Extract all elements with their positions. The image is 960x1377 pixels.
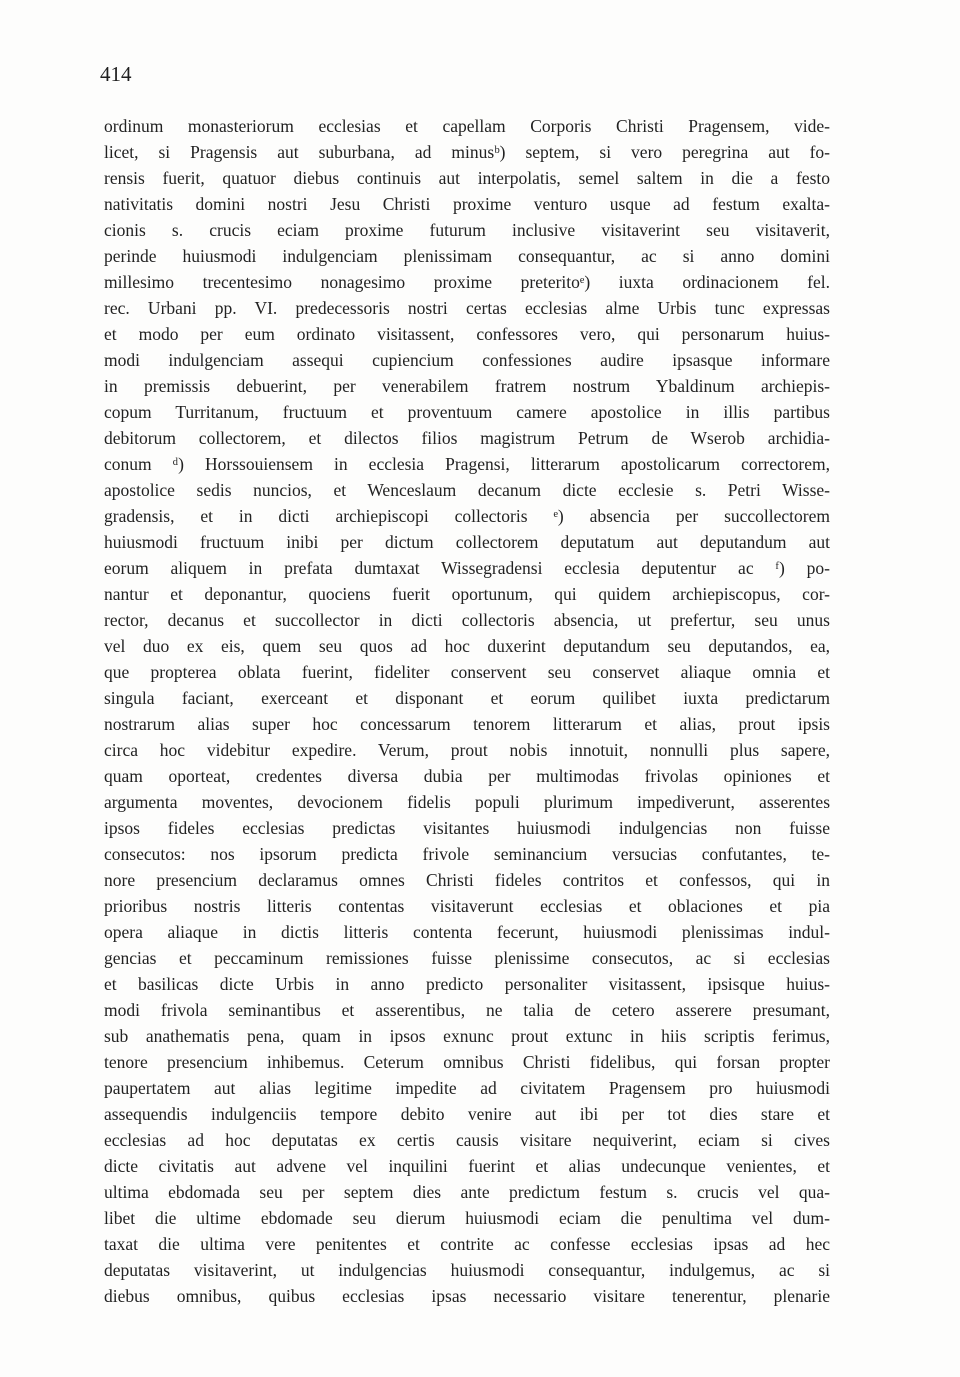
- text-line: et basilicas dicte Urbis in anno predicto personaliter visitassent, ipsisque huius-: [104, 974, 830, 994]
- text-line: licet, si Pragensis aut suburbana, ad minusᵇ) septem, si vero peregrina aut fo-: [104, 142, 830, 162]
- text-line: assequendis indulgenciis tempore debito venire aut ibi per tot dies stare et: [104, 1104, 830, 1124]
- page-number: 414: [100, 62, 132, 86]
- text-line: dicte civitatis aut advene vel inquilini fuerint et alias undecunque venientes, et: [104, 1156, 830, 1176]
- text-line: ultima ebdomada seu per septem dies ante predictum festum s. crucis vel qua-: [104, 1182, 830, 1202]
- text-line: prioribus nostris litteris contentas visitaverunt ecclesias et oblaciones et pia: [104, 896, 830, 916]
- text-line: libet die ultime ebdomade seu dierum huiusmodi eciam die penultima vel dum-: [104, 1208, 830, 1228]
- text-line: debitorum collectorem, et dilectos filios magistrum Petrum de Wserob archidia-: [104, 428, 830, 448]
- text-line: in premissis debuerint, per venerabilem fratrem nostrum Ybaldinum archiepis-: [104, 376, 830, 396]
- text-line: millesimo trecentesimo nonagesimo proxime preteritoᵉ) iuxta ordinacionem fel.: [104, 272, 830, 292]
- text-line: eorum aliquem in prefata dumtaxat Wissegradensi ecclesia deputentur ac ᶠ) po-: [104, 558, 830, 578]
- body-text: [104, 113, 830, 1309]
- text-line: nostrarum alias super hoc concessarum tenorem litterarum et alias, prout ipsis: [104, 714, 830, 734]
- text-line: tenore presencium inhibemus. Ceterum omnibus Christi fidelibus, qui forsan propter: [104, 1052, 830, 1072]
- text-line: gencias et peccaminum remissiones fuisse plenissime consecutos, ac si ecclesias: [104, 948, 830, 968]
- text-line: deputatas visitaverint, ut indulgencias huiusmodi consequantur, indulgemus, ac si: [104, 1260, 830, 1280]
- text-line: diebus omnibus, quibus ecclesias ipsas necessario visitare tenerentur, plenarie: [104, 1286, 830, 1306]
- text-line: rector, decanus et succollector in dicti collectoris absencia, ut prefertur, seu unus: [104, 610, 830, 630]
- text-line: singula faciant, exerceant et disponant et eorum quilibet iuxta predictarum: [104, 688, 830, 708]
- text-line: opera aliaque in dictis litteris contenta fecerunt, huiusmodi plenissimas indul-: [104, 922, 830, 942]
- text-line: circa hoc videbitur expedire. Verum, prout nobis innotuit, nonnulli plus sapere,: [104, 740, 830, 760]
- text-line: huiusmodi fructuum inibi per dictum collectorem deputatum aut deputandum aut: [104, 532, 830, 552]
- text-line: nantur et deponantur, quociens fuerit oportunum, qui quidem archiepiscopus, cor-: [104, 584, 830, 604]
- text-line: cionis s. crucis eciam proxime futurum inclusive visitaverint seu visitaverit,: [104, 220, 830, 240]
- text-line: quam oporteat, credentes diversa dubia per multimodas frivolas opiniones et: [104, 766, 830, 786]
- text-line: conum ᵈ) Horssouiensem in ecclesia Pragensi, litterarum apostolicarum correctorem,: [104, 454, 830, 474]
- text-line: gradensis, et in dicti archiepiscopi collectoris ᵉ) absencia per succollectorem: [104, 506, 830, 526]
- text-line: copum Turritanum, fructuum et proventuum camere apostolice in illis partibus: [104, 402, 830, 422]
- text-line: argumenta moventes, devocionem fidelis populi plurimum impediverunt, asserentes: [104, 792, 830, 812]
- text-line: rensis fuerit, quatuor diebus continuis aut interpolatis, semel saltem in die a festo: [104, 168, 830, 188]
- text-line: ecclesias ad hoc deputatas ex certis causis visitare nequiverint, eciam si cives: [104, 1130, 830, 1150]
- text-line: ordinum monasteriorum ecclesias et capellam Corporis Christi Pragensem, vide-: [104, 116, 830, 136]
- text-line: et modo per eum ordinato visitassent, confessores vero, qui personarum huius-: [104, 324, 830, 344]
- text-line: perinde huiusmodi indulgenciam plenissimam consequantur, ac si anno domini: [104, 246, 830, 266]
- text-line: nore presencium declaramus omnes Christi fideles contritos et confessos, qui in: [104, 870, 830, 890]
- text-line: apostolice sedis nuncios, et Wenceslaum decanum dicte ecclesie s. Petri Wisse-: [104, 480, 830, 500]
- text-line: consecutos: nos ipsorum predicta frivole seminancium versucias confutantes, te-: [104, 844, 830, 864]
- text-line: taxat die ultima vere penitentes et contrite ac confesse ecclesias ipsas ad hec: [104, 1234, 830, 1254]
- text-line: rec. Urbani pp. VI. predecessoris nostri certas ecclesias alme Urbis tunc expressas: [104, 298, 830, 318]
- text-line: que propterea oblata fuerint, fideliter conservent seu conservet aliaque omnia et: [104, 662, 830, 682]
- text-line: ipsos fideles ecclesias predictas visitantes huiusmodi indulgencias non fuisse: [104, 818, 830, 838]
- text-line: paupertatem aut alias legitime impedite ad civitatem Pragensem pro huiusmodi: [104, 1078, 830, 1098]
- text-line: vel duo ex eis, quem seu quos ad hoc duxerint deputandum seu deputandos, ea,: [104, 636, 830, 656]
- text-line: modi indulgenciam assequi cupiencium confessiones audire ipsasque informare: [104, 350, 830, 370]
- text-line: nativitatis domini nostri Jesu Christi proxime venturo usque ad festum exalta-: [104, 194, 830, 214]
- text-line: sub anathematis pena, quam in ipsos exnunc prout extunc in hiis scriptis ferimus,: [104, 1026, 830, 1046]
- text-line: modi frivola seminantibus et asserentibus, ne talia de cetero asserere presumant,: [104, 1000, 830, 1020]
